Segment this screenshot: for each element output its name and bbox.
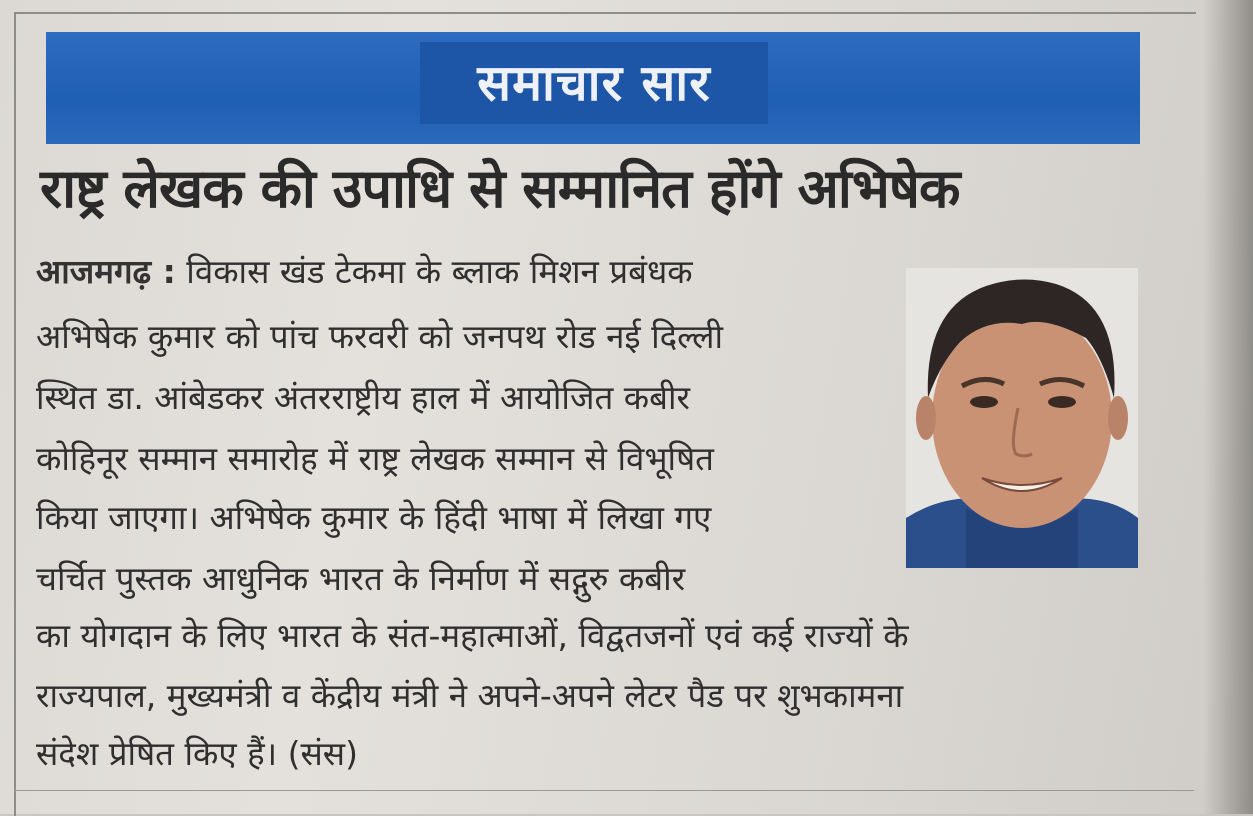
article-line-8: राज्यपाल, मुख्यमंत्री व केंद्रीय मंत्री ने अपने-अपने लेटर पैड पर शुभकामना (36, 676, 904, 715)
article-line-3: स्थित डा. आंबेडकर अंतरराष्ट्रीय हाल में आयोजित कबीर (36, 378, 690, 417)
article-line-4: कोहिनूर सम्मान समारोह में राष्ट्र लेखक सम्मान से विभूषित (36, 439, 714, 478)
page-shadow (1203, 0, 1253, 814)
article-dateline: आजमगढ़ : (36, 252, 176, 291)
article-line-6: चर्चित पुस्तक आधुनिक भारत के निर्माण में सद्गुरु कबीर (36, 559, 686, 598)
article-line-5: किया जाएगा। अभिषेक कुमार के हिंदी भाषा में लिखा गए (36, 498, 712, 537)
section-title: समाचार सार (477, 54, 711, 112)
bottom-divider (14, 790, 1194, 791)
article-line-text: विकास खंड टेकमा के ब्लाक मिशन प्रबंधक (186, 252, 693, 291)
article-headline: राष्ट्र लेखक की उपाधि से सम्मानित होंगे अभिषेक (40, 157, 960, 220)
article-line-7: का योगदान के लिए भारत के संत-महात्माओं, विद्वतजनों एवं कई राज्यों के (36, 616, 909, 655)
article-line-1 (36, 245, 693, 299)
portrait-photo (906, 268, 1138, 568)
portrait-icon (906, 268, 1138, 568)
article-line-2: अभिषेक कुमार को पांच फरवरी को जनपथ रोड नई दिल्ली (36, 317, 723, 356)
article-line-9: संदेश प्रेषित किए हैं। (संस) (36, 734, 358, 773)
